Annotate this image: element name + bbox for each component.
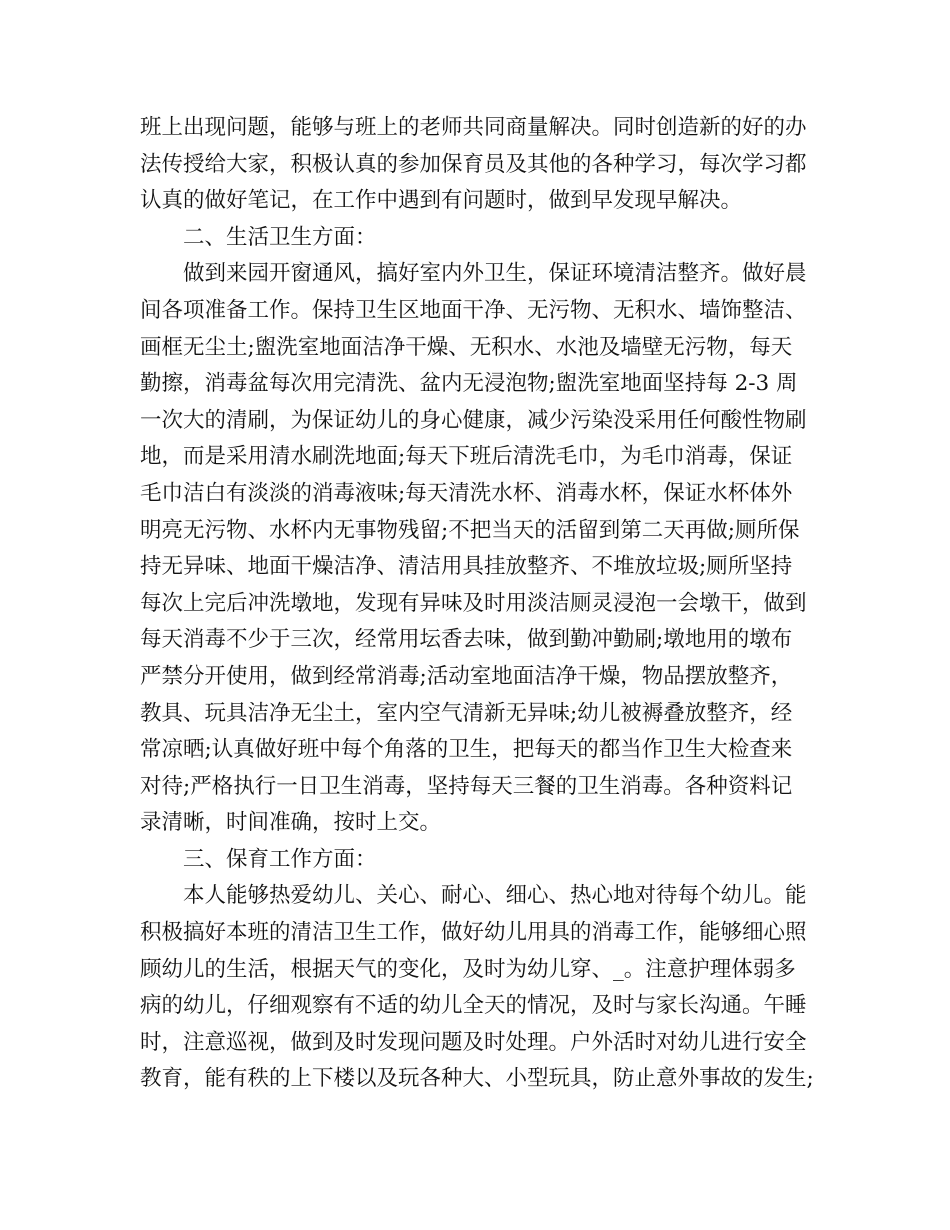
text-line: 画框无尘土;盥洗室地面洁净干燥、无积水、水池及墙壁无污物，每天 <box>140 334 793 360</box>
text-line: 病的幼儿，仔细观察有不适的幼儿全天的情况，及时与家长沟通。午睡 <box>140 993 807 1019</box>
text-line: 一次大的清刷，为保证幼儿的身心健康，减少污染没采用任何酸性物刷 <box>140 407 807 433</box>
text-line: 教具、玩具洁净无尘土，室内空气清新无异味;幼儿被褥叠放整齐，经 <box>140 700 793 726</box>
text-line: 对待;严格执行一日卫生消毒，坚持每天三餐的卫生消毒。各种资料记 <box>140 773 793 799</box>
text-line: 持无异味、地面干燥洁净、清洁用具挂放整齐、不堆放垃圾;厕所坚持 <box>140 554 793 580</box>
text-line: 法传授给大家，积极认真的参加保育员及其他的各种学习，每次学习都 <box>140 151 807 177</box>
text-line: 三、保育工作方面： <box>183 846 377 872</box>
text-line: 每次上完后冲洗墩地，发现有异味及时用淡洁厕灵浸泡一会墩干，做到 <box>140 590 807 616</box>
text-line: 积极搞好本班的清洁卫生工作，做好幼儿用具的消毒工作，能够细心照 <box>140 920 807 946</box>
text-line: 毛巾洁白有淡淡的消毒液味;每天清洗水杯、消毒水杯，保证水杯体外 <box>140 480 793 506</box>
text-line: 严禁分开使用，做到经常消毒;活动室地面洁净干燥，物品摆放整齐， <box>140 663 793 689</box>
text-line: 间各项准备工作。保持卫生区地面干净、无污物、无积水、墙饰整洁、 <box>140 297 807 323</box>
text-line: 教育，能有秩的上下楼以及玩各种大、小型玩具，防止意外事故的发生; <box>140 1066 814 1092</box>
text-line: 每天消毒不少于三次，经常用坛香去味，做到勤冲勤刷;墩地用的墩布 <box>140 627 793 653</box>
text-line: 时，注意巡视，做到及时发现问题及时处理。户外活时对幼儿进行安全 <box>140 1029 807 1055</box>
text-line: 班上出现问题，能够与班上的老师共同商量解决。同时创造新的好的办 <box>140 115 807 140</box>
text-line: 认真的做好笔记，在工作中遇到有问题时，做到早发现早解决。 <box>140 188 743 214</box>
body-text <box>140 110 820 1098</box>
text-line: 常凉晒;认真做好班中每个角落的卫生，把每天的都当作卫生大检查来 <box>140 737 793 763</box>
text-line: 本人能够热爱幼儿、关心、耐心、细心、热心地对待每个幼儿。能 <box>183 883 807 909</box>
text-line: 录清晰，时间准确，按时上交。 <box>140 810 442 836</box>
text-line: 顾幼儿的生活，根据天气的变化，及时为幼儿穿、_。注意护理体弱多 <box>140 956 796 982</box>
text-line: 二、生活卫生方面： <box>183 224 377 250</box>
text-line: 地，而是采用清水刷洗地面;每天下班后清洗毛巾，为毛巾消毒，保证 <box>140 444 793 470</box>
text-line: 做到来园开窗通风，搞好室内外卫生，保证环境清洁整齐。做好晨 <box>183 261 807 287</box>
text-line: 勤擦，消毒盆每次用完清洗、盆内无浸泡物;盥洗室地面坚持每 2-3 周 <box>140 371 798 397</box>
text-line: 明亮无污物、水杯内无事物残留;不把当天的活留到第二天再做;厕所保 <box>140 517 800 543</box>
